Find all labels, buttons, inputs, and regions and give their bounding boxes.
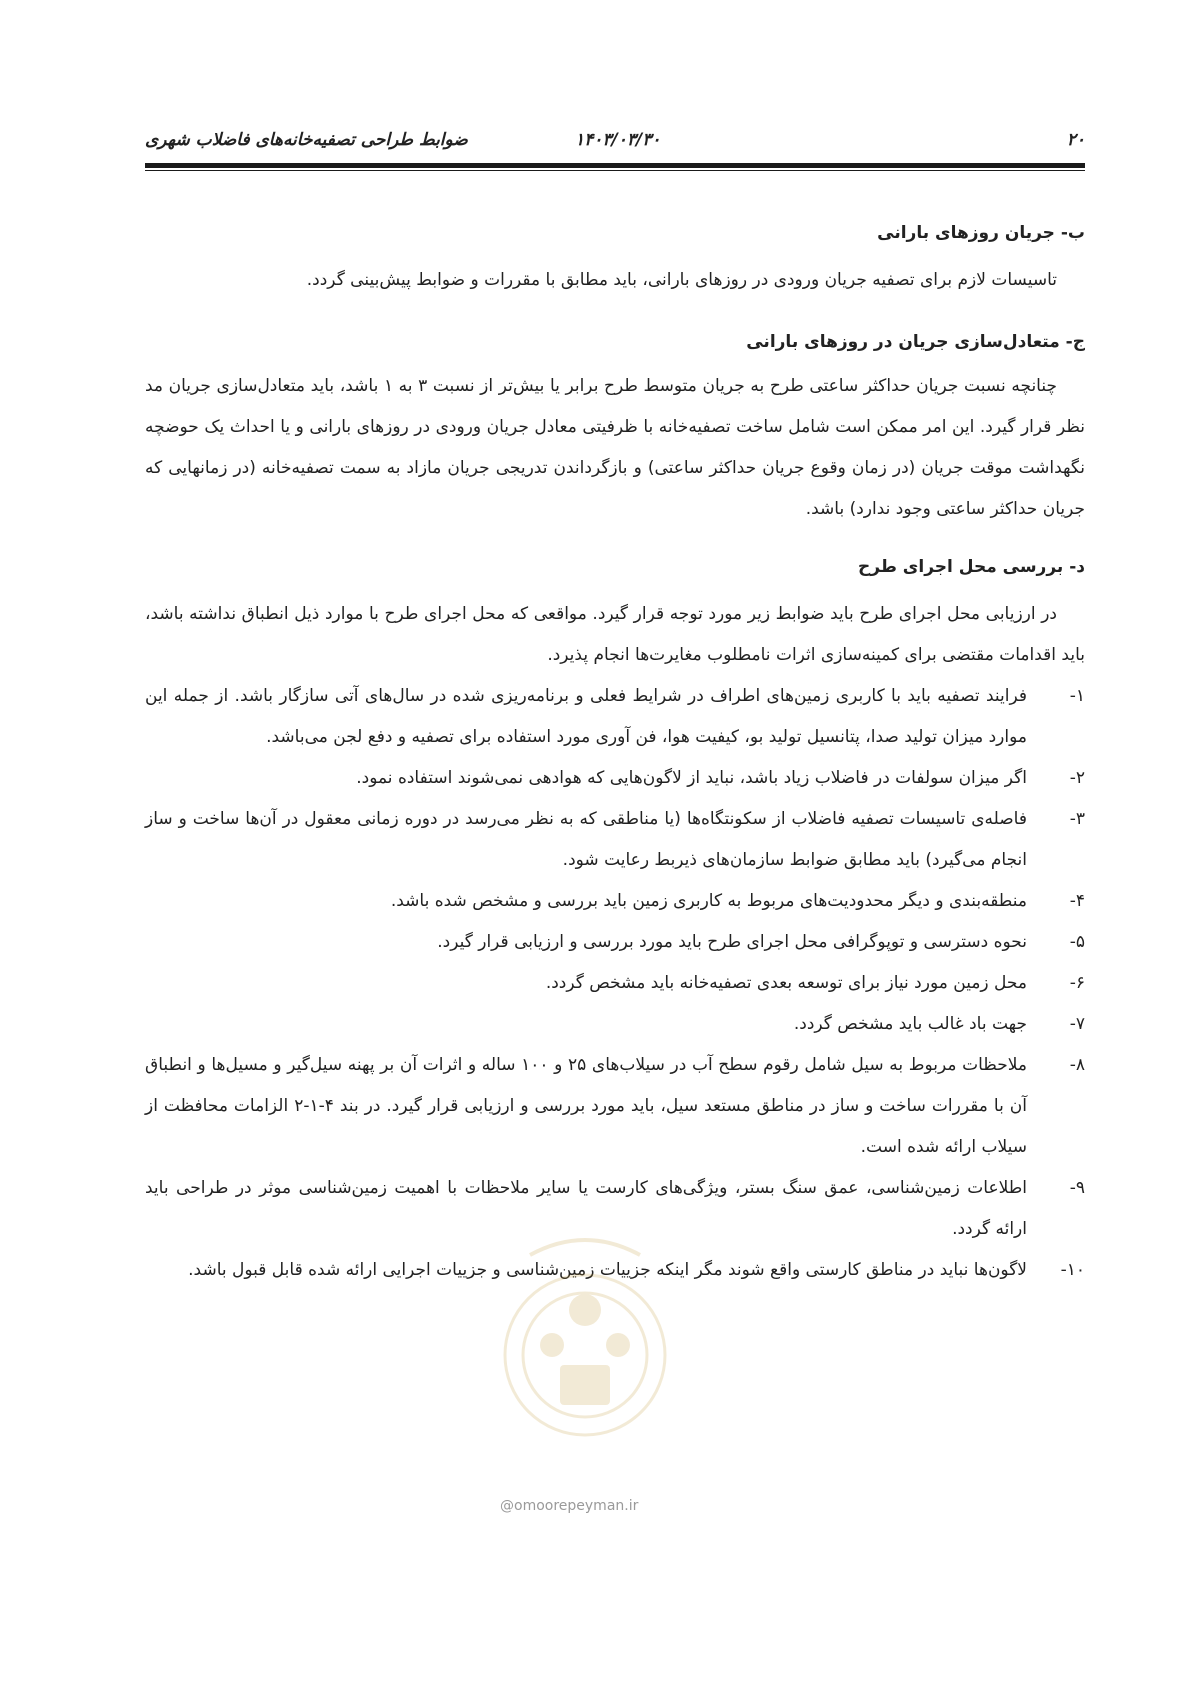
list-item-number: ۹- <box>1069 1178 1085 1198</box>
list-item-text: اطلاعات زمین‌شناسی، عمق سنگ بستر، ویژگی‌های کارست یا سایر ملاحظات با اهمیت زمین‌شناسی موثر در طراحی باید ارائه گردد. <box>145 1178 1027 1239</box>
list-item <box>145 799 1085 881</box>
page-number: ۲۰ <box>1066 130 1085 150</box>
list-item-text: نحوه دسترسی و توپوگرافی محل اجرای طرح باید مورد بررسی و ارزیابی قرار گیرد. <box>437 932 1027 952</box>
list-item-text: محل زمین مورد نیاز برای توسعه بعدی تصفیه‌خانه باید مشخص گردد. <box>545 973 1027 993</box>
section-heading-j: ج- متعادل‌سازی جریان در روزهای بارانی <box>746 332 1085 352</box>
header-rule-thick <box>145 163 1085 168</box>
list-item <box>145 881 1085 922</box>
list-item <box>145 963 1085 1004</box>
list-item-text: اگر میزان سولفات در فاضلاب زیاد باشد، نباید از لاگون‌هایی که هوادهی نمی‌شوند استفاده نمود. <box>356 768 1027 788</box>
section-heading-b: ب- جریان روزهای بارانی <box>877 223 1085 243</box>
section-paragraph-b: تاسیسات لازم برای تصفیه جریان ورودی در روزهای بارانی، باید مطابق با مقررات و ضوابط پیش‌بینی گردد. <box>306 270 1057 290</box>
list-item-number: ۸- <box>1069 1055 1085 1075</box>
list-item <box>145 1004 1085 1045</box>
section-paragraph-j: چنانچه نسبت جریان حداکثر ساعتی طرح به جریان متوسط طرح برابر یا بیش‌تر از نسبت ۳ به ۱ باشد، باید متعادل‌سازی جریان مد نظر قرار گیرد. این امر ممکن است شامل ساخت تصفیه‌خانه با ظرفیتی معادل جریان ورودی در روزهای بارانی و یا احداث یک حوضچه نگهداشت موقت جریان (در زمان وقوع جریان حداکثر ساعتی) و بازگرداندن تدریجی جریان مازاد به سمت تصفیه‌خانه (در زمانهایی که جریان حداکثر ساعتی وجود ندارد) باشد. <box>145 376 1085 519</box>
list-item-number: ۱۰- <box>1060 1260 1085 1280</box>
section-paragraph-d: در ارزیابی محل اجرای طرح باید ضوابط زیر مورد توجه قرار گیرد. مواقعی که محل اجرای طرح با موارد ذیل انطباق نداشته باشد، باید اقدامات مقتضی برای کمینه‌سازی اثرات نامطلوب مغایرت‌ها انجام پذیرد. <box>145 604 1085 665</box>
list-item-number: ۴- <box>1069 891 1085 911</box>
list-item-text: لاگون‌ها نباید در مناطق کارستی واقع شوند مگر اینکه جزییات زمین‌شناسی و جزییات اجرایی ارائه شده قابل قبول باشد. <box>188 1260 1027 1280</box>
page-header <box>145 130 1085 158</box>
header-date: ۱۴۰۳/۰۳/۳۰ <box>575 130 661 150</box>
header-rule-thin <box>145 170 1085 171</box>
list-item <box>145 758 1085 799</box>
list-item-text: ملاحظات مربوط به سیل شامل رقوم سطح آب در سیلاب‌های ۲۵ و ۱۰۰ ساله و اثرات آن بر پهنه سیل‌گیر و مسیل‌ها و انطباق آن با مقررات ساخت و ساز در مناطق مستعد سیل، باید مورد بررسی و ارزیابی قرار گیرد. در بند ۴-۱-۲ الزامات محافظت از سیلاب ارائه شده است. <box>145 1055 1027 1157</box>
watermark-text: @omoorepeyman.ir <box>500 1498 639 1514</box>
list-item-number: ۷- <box>1069 1014 1085 1034</box>
criteria-list <box>145 676 1085 1291</box>
list-item-number: ۱- <box>1069 686 1085 706</box>
list-item <box>145 922 1085 963</box>
section-heading-d: د- بررسی محل اجرای طرح <box>858 557 1085 577</box>
list-item <box>145 1250 1085 1291</box>
list-item-text: منطقه‌بندی و دیگر محدودیت‌های مربوط به کاربری زمین باید بررسی و مشخص شده باشد. <box>390 891 1027 911</box>
page-content <box>145 218 1085 1291</box>
list-item <box>145 1168 1085 1250</box>
list-item-number: ۵- <box>1069 932 1085 952</box>
list-item-text: جهت باد غالب باید مشخص گردد. <box>793 1014 1027 1034</box>
list-item <box>145 1045 1085 1168</box>
document-title: ضوابط طراحی تصفیه‌خانه‌های فاضلاب شهری <box>145 130 468 150</box>
list-item-number: ۶- <box>1069 973 1085 993</box>
list-item-number: ۳- <box>1069 809 1085 829</box>
list-item-number: ۲- <box>1069 768 1085 788</box>
list-item-text: فرایند تصفیه باید با کاربری زمین‌های اطراف در شرایط فعلی و برنامه‌ریزی شده در سال‌های آتی سازگار باشد. از جمله این موارد میزان تولید صدا، پتانسیل تولید بو، کیفیت هوا، فن آوری مورد استفاده برای تصفیه و دفع لجن می‌باشد. <box>145 686 1027 747</box>
list-item <box>145 676 1085 758</box>
list-item-text: فاصله‌ی تاسیسات تصفیه فاضلاب از سکونتگاه‌ها (یا مناطقی که به نظر می‌رسد در دوره زمانی معقول در آن‌ها ساخت و ساز انجام می‌گیرد) باید مطابق ضوابط سازمان‌های ذیربط رعایت شود. <box>145 809 1027 870</box>
